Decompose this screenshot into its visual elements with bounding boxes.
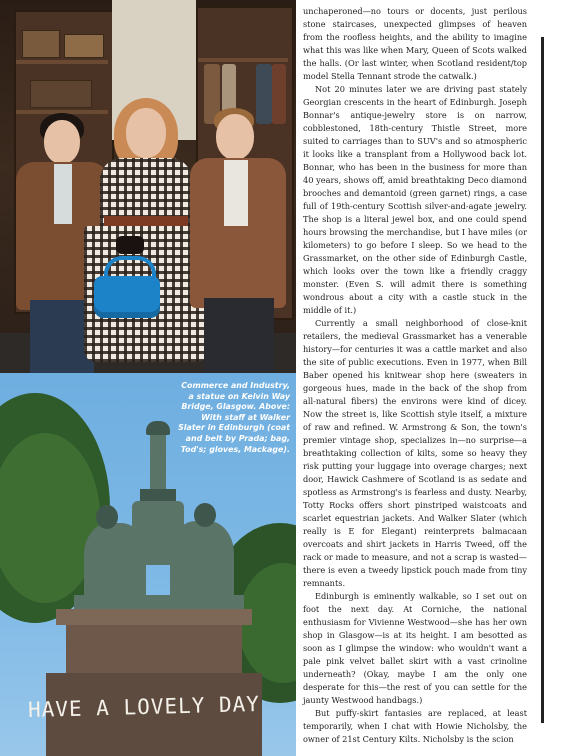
lamp-base — [140, 489, 176, 501]
statue-figure-right — [170, 521, 234, 603]
statue-head-right — [194, 503, 216, 527]
article-paragraph: unchaperoned—no tours or docents, just perilous stone staircases, unexpected glimpses of heaven from the roofless heights, and the ability to imagine what this was like when Mary, Queen of Scots walked the halls. (Or last winter, when Scotland resident/top model Stella Tennant strode the catwalk.) — [303, 6, 527, 81]
shop-staff-photo — [0, 0, 296, 373]
pedestal-upper — [66, 625, 242, 673]
statue-head-left — [96, 505, 118, 529]
photo-box — [64, 34, 104, 58]
photo-shelf — [16, 60, 108, 64]
graffiti-text: HAVE A LOVELY DAY — [27, 691, 261, 723]
statue-figure-left — [84, 523, 146, 603]
pedestal-cornice — [56, 609, 252, 625]
photo-box — [30, 80, 92, 108]
lamp-column — [150, 435, 166, 491]
photo-caption: Commerce and Industry, a statue on Kelvin Way Bridge, Glasgow. Above: With staff at Walker Slater in Edinburgh (coat and belt by Prada; bag, Tod's; gloves, Mackage). — [178, 381, 290, 454]
article-column — [303, 5, 527, 746]
photo-garment — [256, 64, 272, 124]
lamp-top — [146, 421, 170, 435]
article-paragraph: Edinburgh is eminently walkable, so I set out on foot the next day. At Corniche, the national enthusiasm for Vivienne Westwood—she has her own shop in Glasgow—is at its height. I am besotted as soon as I glimpse the window: who wouldn't want a pale pink velvet ballet skirt with a vast crinoline underneath? (Okay, maybe I am the only one desperate for this—the rest of you can settle for the jaunty Westwood handbags.) — [303, 591, 527, 705]
photo-garment — [272, 64, 286, 124]
article-paragraph: But puffy-skirt fantasies are replaced, at least temporarily, when I chat with Howie Nicholsby, the owner of 21st Century Kilts. Nicholsby is the scion — [303, 708, 527, 744]
article-paragraph: Not 20 minutes later we are driving past stately Georgian crescents in the heart of Edinburgh. Joseph Bonnar's antique-jewelry store is on narrow, cobblestoned, 18th-century Thistle Street, more suited to carriages than to SUV's and so atmospheric it looks like a transplant from a Hollywood back lot. Bonnar, who has been in the business for more than 40 years, shows off, amid breathtaking Deco diamond brooches and demantoid (green garnet) rings, a case full of 19th-century Scottish silver-and-agate jewelry. The shop is a literal jewel box, and one could spend hours browsing the merchandise, but I have miles (or kilometers) to go before I sleep. So we head to the Grassmarket, on the other side of Edinburgh Castle, which looks over the town like a friendly craggy monster. (Even S. will admit there is something wondrous about a city with a castle stuck in the middle of it.) — [303, 84, 527, 315]
article-paragraph: Currently a small neighborhood of close-knit retailers, the medieval Grassmarket has a venerable history—for centuries it was a cattle market and also the site of public executions. Even in 1977, when Bill Baber opened his knitwear shop here (sweaters in gorgeous hues, made in the back of the shop from all-natural fibers) the environs were kind of dicey. Now the street is, like Scottish style itself, a mixture of raw and refined. W. Armstrong & Son, the town's premier vintage shop, specializes in—no surprise—a breathtaking collection of kilts, some so heavy they risk putting your luggage into overage charges; next door, Hawick Cashmere of Scotland is as sedate and spotless as Armstrong's is fearless and dusty. Nearby, Totty Rocks offers short pinstriped waistcoats and scarlet equestrian jackets. And Walker Slater (which really is E for Elegant) reinterprets balmacaan overcoats and shirt jackets in Harris Tweed, off the rack or made to measure, and not a scrap is wasted—there is even a tweedy lipstick pouch made from tiny remnants. — [303, 318, 527, 588]
photo-box — [22, 30, 60, 58]
photo-shelf — [198, 58, 288, 62]
handbag — [94, 276, 160, 318]
margin-rule — [541, 37, 544, 723]
